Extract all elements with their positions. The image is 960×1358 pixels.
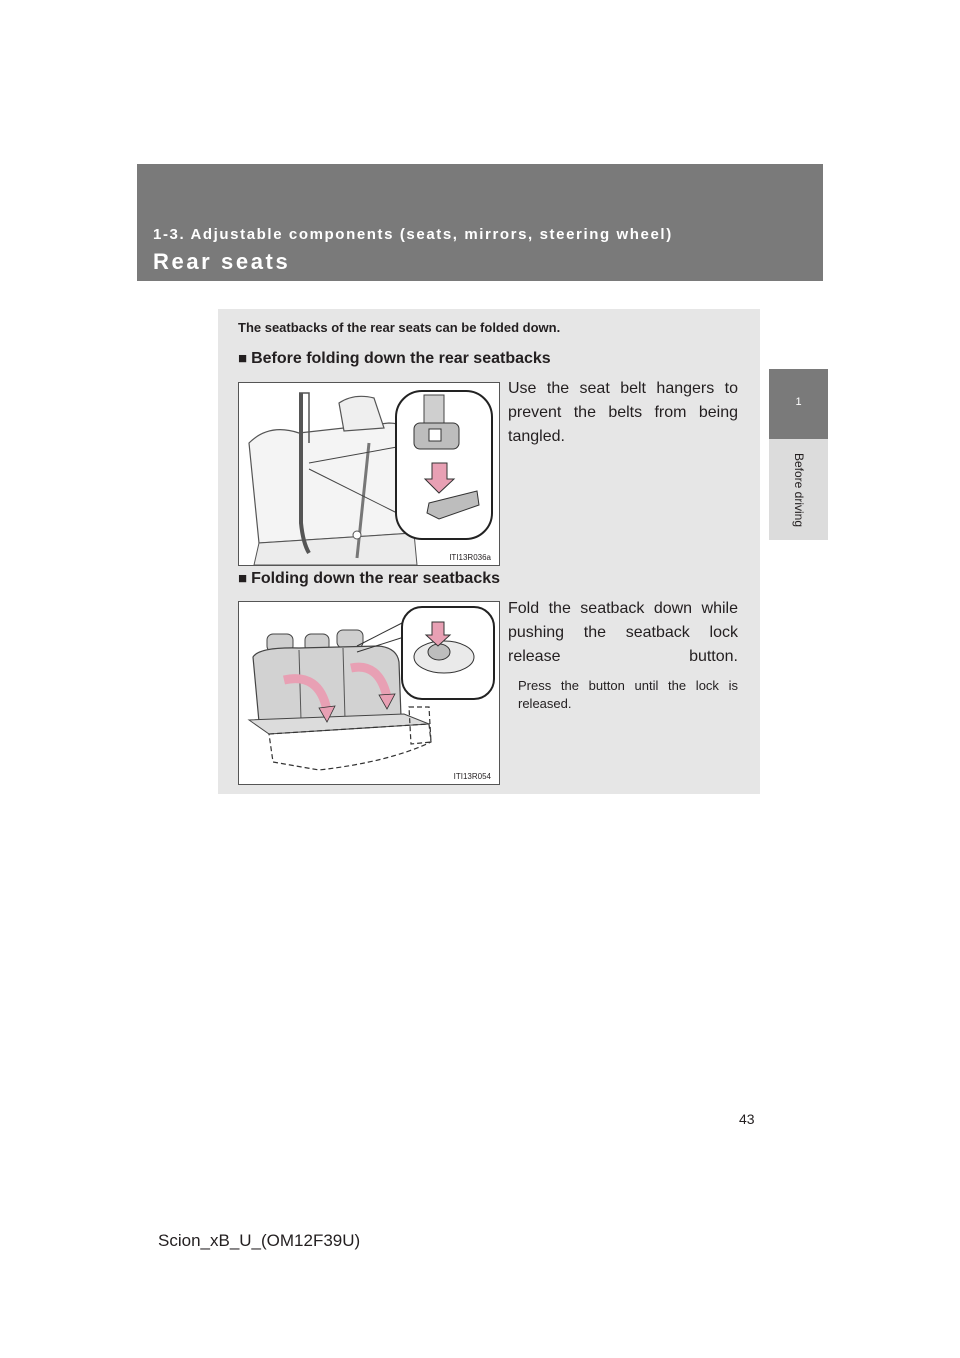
section-note-text: Press the button until the lock is released.	[518, 678, 738, 711]
page-number: 43	[739, 1111, 755, 1127]
header-band	[137, 164, 823, 281]
seatback-fold-illustration	[238, 601, 500, 785]
section-heading-folding-down	[238, 570, 500, 588]
chapter-number: 1	[795, 396, 802, 408]
intro-text: The seatbacks of the rear seats can be folded down.	[238, 320, 561, 335]
section-heading-text: Folding down the rear seatbacks	[251, 570, 501, 587]
section-heading-text: Before folding down the rear seatbacks	[251, 350, 551, 367]
page-title: Rear seats	[153, 249, 291, 274]
square-bullet-icon: ■	[238, 570, 248, 587]
square-bullet-icon: ■	[238, 350, 248, 367]
content-box	[218, 309, 760, 794]
section-body-text: Use the seat belt hangers to prevent the belts from being tangled.	[508, 380, 738, 445]
seat-belt-hanger-illustration	[238, 382, 500, 566]
chapter-tab-label-box[interactable]	[769, 439, 828, 540]
section-heading-before-folding	[238, 350, 551, 368]
section-label: 1-3. Adjustable components (seats, mirrors, steering wheel)	[153, 226, 673, 243]
seatback-fold-drawing	[239, 602, 499, 784]
seat-belt-hanger-drawing	[239, 383, 499, 565]
chapter-tab[interactable]	[769, 369, 828, 439]
figure-code: ITI13R036a	[449, 553, 491, 562]
document-code: Scion_xB_U_(OM12F39U)	[158, 1231, 361, 1250]
section-body-text: Fold the seatback down while pushing the seatback lock release button.	[508, 600, 738, 665]
chapter-label: Before driving	[791, 452, 806, 527]
figure-code: ITI13R054	[453, 772, 491, 781]
